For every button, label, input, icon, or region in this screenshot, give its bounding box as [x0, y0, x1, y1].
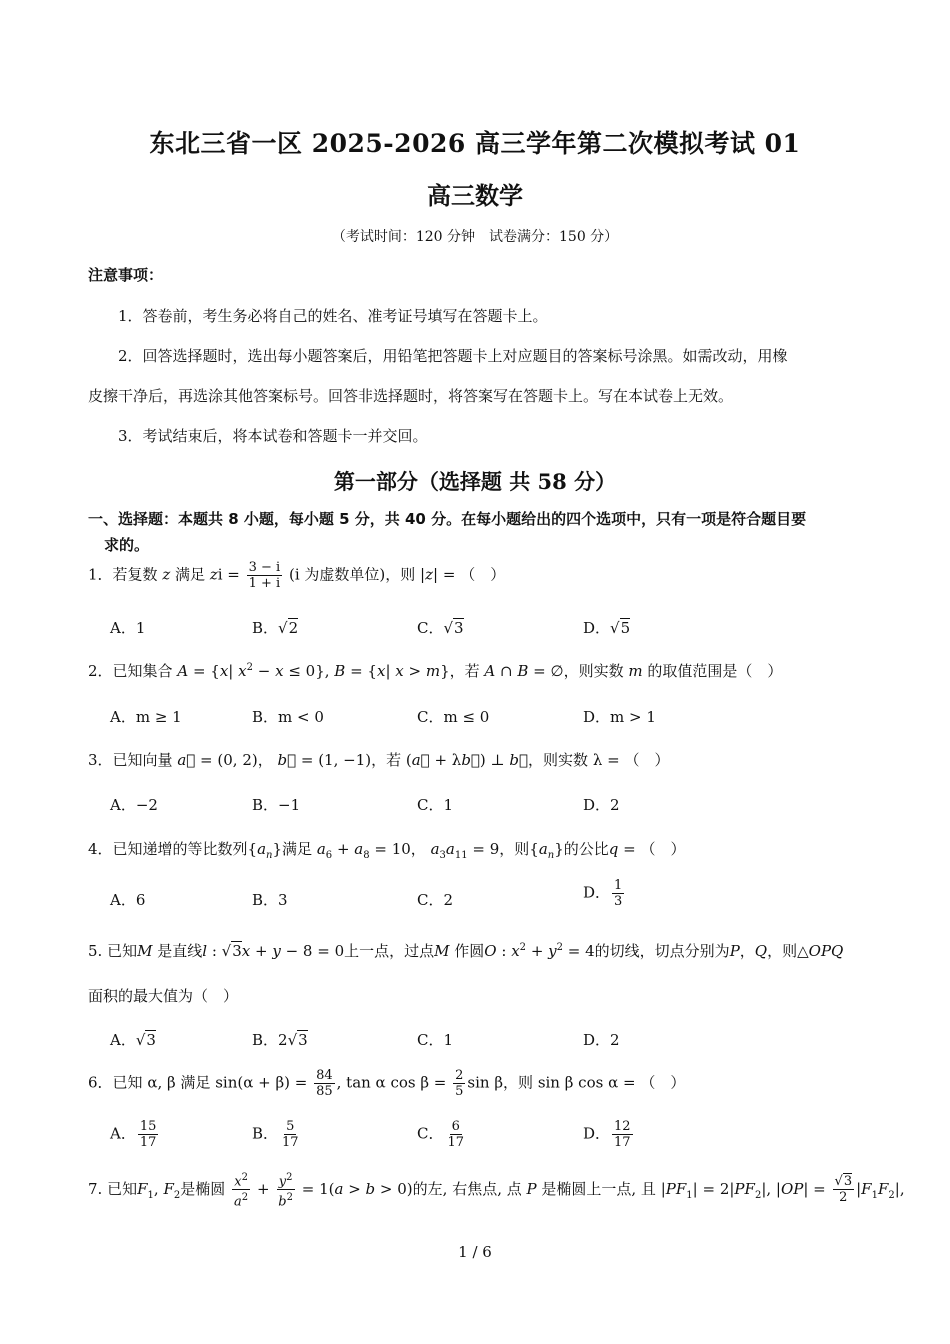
- q1-option-a: A．1: [110, 619, 146, 637]
- exam-info: （考试时间：120 分钟 试卷满分：150 分）: [331, 229, 619, 245]
- q1-option-b: B．√2: [252, 619, 299, 637]
- q4-option-a: A．6: [110, 891, 146, 909]
- q4-option-b: B．3: [252, 891, 288, 909]
- question-4: 4．已知递增的等比数列$\{a_n\}$满足 $a_6 + a_8 = 10$， $a_3a_{11} = 9$，则$\{a_n\}$的公比q = （ ）: [88, 840, 686, 861]
- q6-option-a: A． $\frac{15}{17}$: [110, 1119, 157, 1150]
- exam-title: 东北三省一区 2025-2026 高三学年第二次模拟考试 01: [149, 129, 801, 158]
- notice-item-2-cont: 皮擦干净后，再选涂其他答案标号。回答非选择题时，将答案写在答题卡上。写在本试卷上无效。: [88, 387, 734, 405]
- question-2: 2．已知集合 A = {x| $x^2 - x \le 0$}, B = {x| x > m}，若 A ∩ B = ∅，则实数 m 的取值范围是（ ）: [88, 662, 783, 680]
- q4-option-d: D． $\frac{1}{3}$: [583, 878, 623, 909]
- q3-option-c: C．1: [417, 796, 454, 814]
- subject-title: 高三数学: [427, 181, 523, 210]
- q3-option-d: D．2: [583, 796, 620, 814]
- question-7: 7. 已知$F_1$, $F_2$是椭圆 $\frac{x^2}{a^2}$ + $\frac{y^2}{b^2}$ = 1(a > b > 0)的左, 右焦点, 点 P 是椭圆上一点, 且 $|PF_1| = 2|PF_2|$, |OP| = $\frac{√3}{2}$ $|F_1F_2|$,: [88, 1172, 905, 1210]
- q6-option-c: C． $\frac{6}{17}$: [417, 1119, 465, 1150]
- question-5: 5. 已知M 是直线l : √3x + y − 8 = 0上一点，过点M 作圆O : $x^2 + y^2 = 4$的切线，切点分别为P，Q，则△OPQ: [88, 942, 844, 960]
- notice-item-1: 1．答卷前，考生务必将自己的姓名、准考证号填写在答题卡上。: [118, 307, 548, 325]
- q2-option-c: C．m ≤ 0: [417, 708, 490, 726]
- q5-option-b: B．2√3: [252, 1031, 308, 1049]
- q6-option-d: D． $\frac{12}{17}$: [583, 1119, 631, 1150]
- section-heading: 一、选择题：本题共 8 小题，每小题 5 分，共 40 分。在每小题给出的四个选项中，只有一项是符合题目要: [88, 510, 807, 528]
- q1-option-c: C．√3: [417, 619, 464, 637]
- notice-item-2: 2．回答选择题时，选出每小题答案后，用铅笔把答题卡上对应题目的答案标号涂黑。如需改动，用橡: [118, 347, 788, 365]
- page-number: 1 / 6: [458, 1243, 492, 1261]
- q3-option-a: A．−2: [110, 796, 158, 814]
- q3-option-b: B．−1: [252, 796, 301, 814]
- notice-heading: 注意事项：: [88, 266, 164, 284]
- section-heading-cont: 求的。: [104, 536, 150, 554]
- q2-option-d: D．m > 1: [583, 708, 656, 726]
- q5-option-c: C．1: [417, 1031, 454, 1049]
- q4-option-c: C．2: [417, 891, 454, 909]
- notice-item-3: 3．考试结束后，将本试卷和答题卡一并交回。: [118, 427, 428, 445]
- question-3: 3．已知向量 a⃗ = (0, 2)， b⃗ = (1, −1)，若 (a⃗ + λb⃗) ⊥ b⃗，则实数 λ = （ ）: [88, 751, 670, 769]
- question-5-cont: 面积的最大值为（ ）: [88, 987, 239, 1005]
- q1-option-d: D．√5: [583, 619, 631, 637]
- q5-option-a: A．√3: [110, 1031, 156, 1049]
- q5-option-d: D．2: [583, 1031, 620, 1049]
- question-6: 6．已知 α, β 满足 sin(α + β) = $\frac{84}{85}$ , tan α cos β = $\frac{2}{5}$ sin β，则 sin β cos α = （ ）: [88, 1068, 686, 1099]
- q2-option-b: B．m < 0: [252, 708, 324, 726]
- q2-option-a: A．m ≥ 1: [110, 708, 182, 726]
- part-title: 第一部分（选择题 共 58 分）: [333, 469, 617, 494]
- question-1: 1．若复数 z 满足 zi = $\frac{3 - i}{1 + i}$ (i 为虚数单位)，则 |z| = （ ）: [88, 560, 506, 591]
- q6-option-b: B． $\frac{5}{17}$: [252, 1119, 299, 1150]
